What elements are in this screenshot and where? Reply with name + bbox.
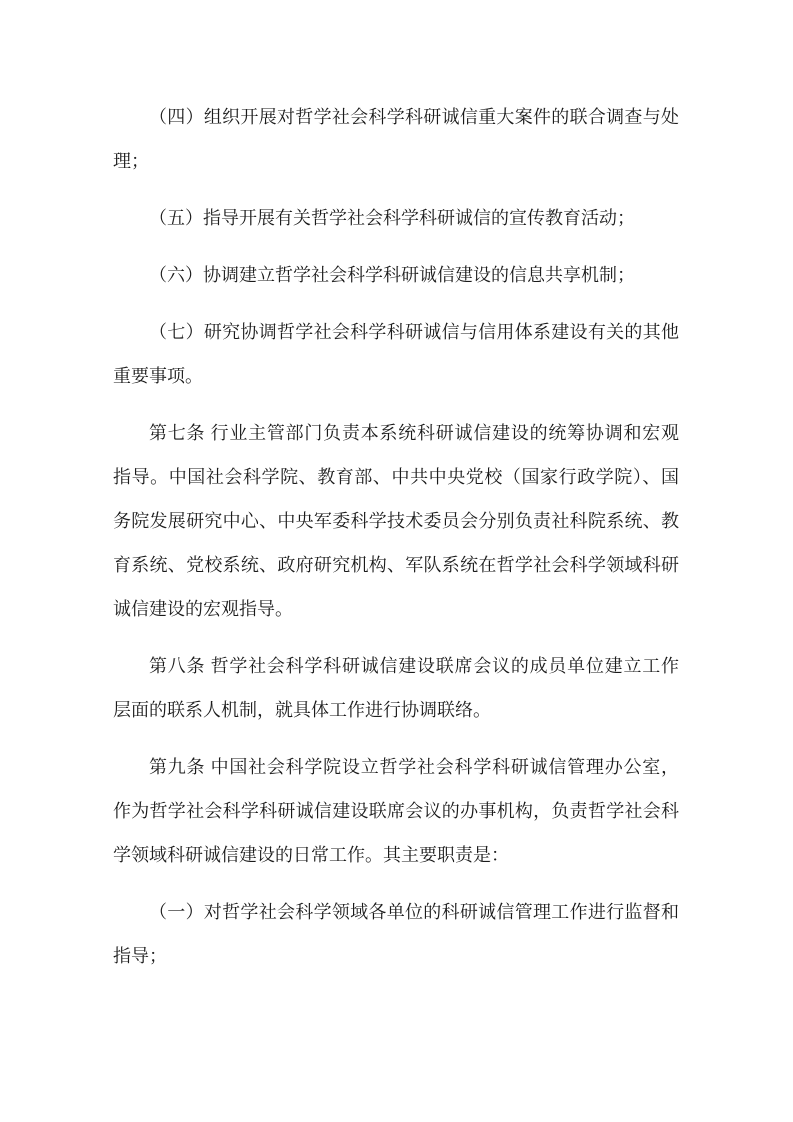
text-line: （六）协调建立哲学社会科学科研诚信建设的信息共享机制； <box>149 265 635 285</box>
paragraph <box>113 310 679 398</box>
text-line: 第八条 哲学社会科学科研诚信建设联席会议的成员单位建立工作 <box>149 656 679 676</box>
text-line: 理； <box>113 151 149 171</box>
text-line: （五）指导开展有关哲学社会科学科研诚信的宣传教育活动； <box>149 208 635 228</box>
document-body <box>113 95 679 991</box>
text-line: 学领域科研诚信建设的日常工作。其主要职责是： <box>113 845 509 865</box>
paragraph <box>113 411 679 631</box>
paragraph <box>113 253 679 297</box>
text-line: 第七条 行业主管部门负责本系统科研诚信建设的统筹协调和宏观 <box>149 423 679 443</box>
text-line: （一）对哲学社会科学领域各单位的科研诚信管理工作进行监督和 <box>149 902 679 922</box>
text-line: 重要事项。 <box>113 366 203 386</box>
paragraph <box>113 745 679 877</box>
paragraph <box>113 95 679 183</box>
text-line: 第九条 中国社会科学院设立哲学社会科学科研诚信管理办公室， <box>149 757 679 777</box>
text-line: 育系统、党校系统、政府研究机构、军队系统在哲学社会科学领域科研 <box>113 555 679 575</box>
text-line: （七）研究协调哲学社会科学科研诚信与信用体系建设有关的其他 <box>149 322 679 342</box>
text-line: 务院发展研究中心、中央军委科学技术委员会分别负责社科院系统、教 <box>113 511 679 531</box>
text-line: 作为哲学社会科学科研诚信建设联席会议的办事机构，负责哲学社会科 <box>113 801 679 821</box>
paragraph <box>113 890 679 978</box>
text-line: 诚信建设的宏观指导。 <box>113 599 293 619</box>
text-line: （四）组织开展对哲学社会科学科研诚信重大案件的联合调查与处 <box>149 107 679 127</box>
paragraph <box>113 644 679 732</box>
text-line: 指导。中国社会科学院、教育部、中共中央党校（国家行政学院）、国 <box>113 467 679 487</box>
text-line: 层面的联系人机制，就具体工作进行协调联络。 <box>113 700 491 720</box>
text-line: 指导； <box>113 946 167 966</box>
paragraph <box>113 196 679 240</box>
